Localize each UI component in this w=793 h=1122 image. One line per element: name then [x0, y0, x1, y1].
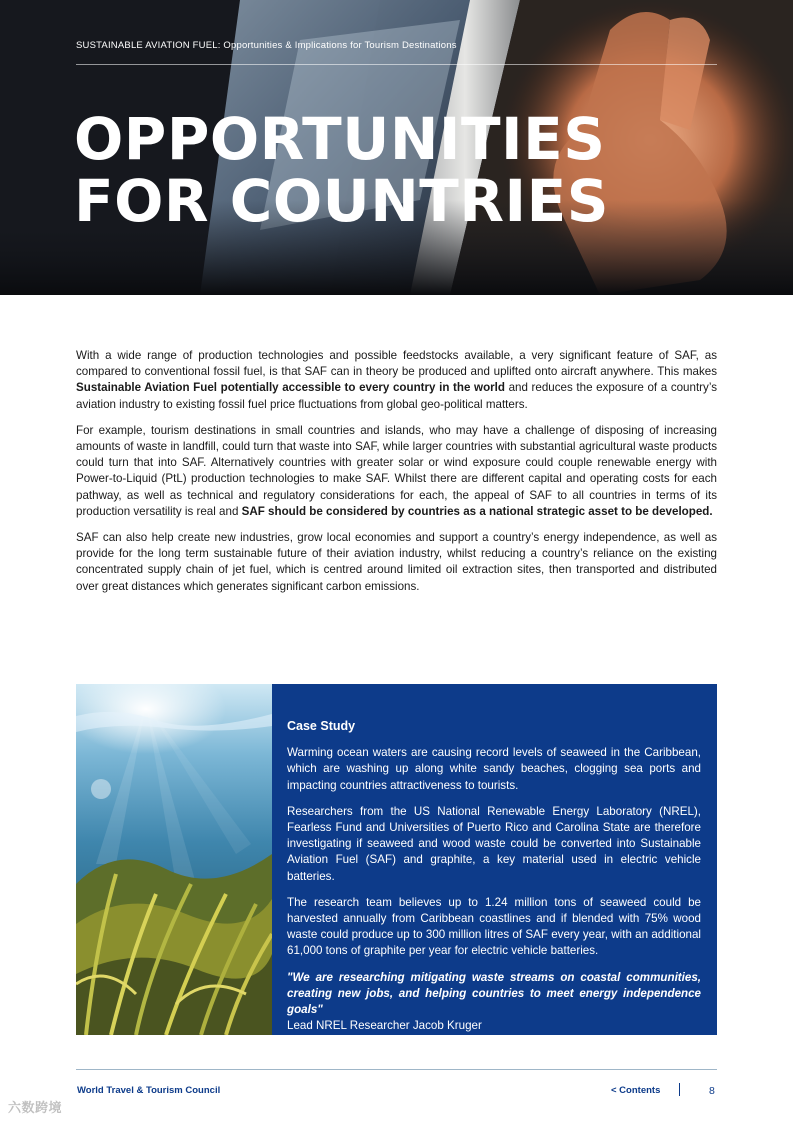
case-study-attribution: Lead NREL Researcher Jacob Kruger — [287, 1019, 482, 1033]
body-paragraph-1 — [76, 348, 717, 413]
page-title — [74, 105, 609, 235]
p2-text-a: For example, tourism destinations in small countries and islands, who may have a challenge of disposing of increasing amounts of waste in landfill, could turn that waste into SAF, while larger countries with substantial agricultural waste products could turn that into SAF. Alternatively countries with greater solar or wind exposure could couple renewable energy with Power-to-Liquid (PtL) production technologies to make SAF. Whilst there are different capital and operating costs for each pathway, as well as technical and regulatory considerations for each, the appeal of SAF to all countries in terms of its production versatility is real and — [76, 423, 717, 518]
page-number: 8 — [709, 1085, 715, 1097]
case-study-photo-seagrass — [76, 684, 272, 1035]
p1-text-b: and reduces the exposure of a country’s aviation industry to existing fossil fuel price fluctuations from global geo-political matters. — [76, 381, 717, 411]
body-paragraph-2 — [76, 423, 717, 520]
body-paragraph-3: SAF can also help create new industries, grow local economies and support a country’s energy independence, as well as provide for the long term sustainable future of their aviation industry, whilst reducing a country’s reliance on the existing concentrated supply chain of jet fuel, which is centred around limited oil extraction sites, then transported and distributed over great distances which generates significant carbon emissions. — [76, 531, 717, 593]
p1-text-a: With a wide range of production technologies and possible feedstocks available, a very significant feature of SAF, as compared to conventional fossil fuel, is that SAF can in theory be produced and uplifted onto aircraft anywhere. This makes — [76, 349, 717, 379]
page-title-line-2: FOR COUNTRIES — [74, 167, 609, 235]
running-header: SUSTAINABLE AVIATION FUEL: Opportunities & Implications for Tourism Destinations — [76, 40, 457, 51]
case-study-title: Case Study — [287, 719, 356, 733]
p2-text-bold: SAF should be considered by countries as a national strategic asset to be developed. — [241, 504, 713, 518]
case-study-content — [287, 718, 701, 1035]
case-study-quote: "We are researching mitigating waste streams on coastal communities, creating new jobs, and helping countries to meet energy independence goals" — [287, 970, 701, 1017]
main-body — [76, 348, 717, 605]
case-study-paragraph-2: Researchers from the US National Renewable Energy Laboratory (NREL), Fearless Fund and Universities of Puerto Rico and Carolina State are therefore investigating if seaweed and wood waste could be converted into Sustainable Aviation Fuel (SAF) and graphite, a key material used in electric vehicle batteries. — [287, 804, 701, 883]
hero-banner — [0, 0, 793, 295]
footer-separator — [679, 1083, 680, 1096]
p1-text-bold: Sustainable Aviation Fuel potentially accessible to every country in the world — [76, 381, 505, 395]
case-study-paragraph-3: The research team believes up to 1.24 million tons of seaweed could be harvested annually from Caribbean coastlines and if blended with 75% wood waste could produce up to 300 million litres of SAF every year, with an additional 61,000 tons of graphite per year for electric vehicle batteries. — [287, 895, 701, 958]
case-study-box — [76, 684, 717, 1035]
footer-organization: World Travel & Tourism Council — [77, 1085, 221, 1096]
header-divider — [76, 64, 717, 65]
watermark-logo: 六数跨境 — [8, 1100, 63, 1115]
page-title-line-1: OPPORTUNITIES — [74, 105, 606, 173]
case-study-paragraph-1: Warming ocean waters are causing record levels of seaweed in the Caribbean, which are washing up along white sandy beaches, clogging sea ports and impacting countries attractiveness to tourists. — [287, 746, 701, 792]
contents-link[interactable]: < Contents — [611, 1085, 661, 1096]
footer-divider — [76, 1069, 717, 1070]
